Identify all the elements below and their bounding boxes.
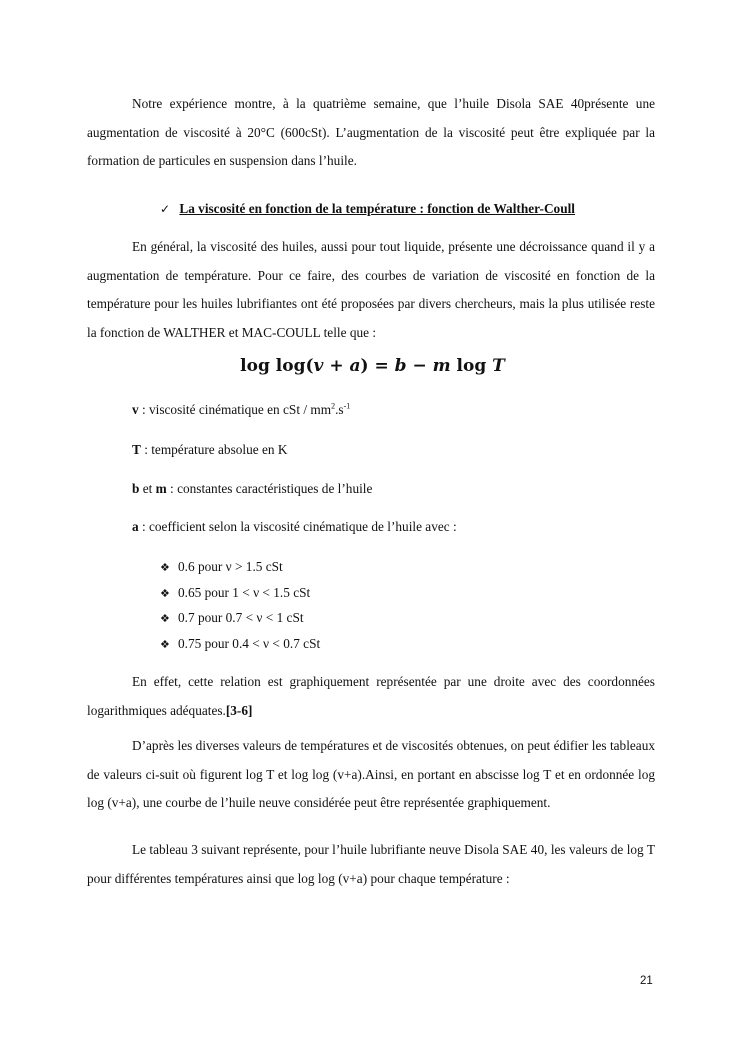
walther-formula: log log(v + a) = b − m log T (240, 356, 505, 376)
section-heading (160, 199, 575, 219)
definition-a: a : coefficient selon la viscosité cinématique de l’huile avec : (132, 519, 457, 534)
diamond-bullet-icon: ❖ (160, 561, 170, 574)
paragraph-viscosity-temperature: En général, la viscosité des huiles, aussi pour tout liquide, présente une décroissance quand il y a augmentation de température. Pour ce faire, des courbes de variation de viscosité en fonction de la température pour les huiles lubrifiantes ont été proposées par divers chercheurs, mais la plus utilisée reste la fonction de WALTHER et MAC-COULL telle que : (87, 239, 655, 340)
list-item: ❖ 0.65 pour 1 < ν < 1.5 cSt (160, 583, 320, 609)
paragraph-relation: En effet, cette relation est graphiquement représentée par une droite avec des coordonnées logarithmiques adéquates.[3-6] (87, 674, 655, 718)
definition-b-m: b et m : constantes caractéristiques de l’huile (132, 481, 373, 496)
definition-T: T : température absolue en K (132, 442, 288, 457)
coefficient-list (160, 557, 320, 659)
diamond-bullet-icon: ❖ (160, 586, 170, 600)
section-heading-text: La viscosité en fonction de la température : fonction de Walther-Coull (179, 201, 575, 216)
page-number: 21 (640, 975, 653, 987)
checkmark-icon: ✓ (160, 202, 171, 216)
list-item: ❖ 0.7 pour 0.7 < ν < 1 cSt (160, 608, 320, 634)
paragraph-intro: Notre expérience montre, à la quatrième semaine, que l’huile Disola SAE 40présente une augmentation de viscosité à 20°C (600cSt). L’augmentation de la viscosité peut être expliquée par la formation de particules en suspension dans l’huile. (87, 96, 655, 168)
definition-v: v : viscosité cinématique en cSt / $mm^2.s^{-1}$ (132, 401, 351, 417)
list-item: ❖ 0.75 pour 0.4 < ν < 0.7 cSt (160, 634, 320, 660)
paragraph-values: D’après les diverses valeurs de températures et de viscosités obtenues, on peut édifier les tableaux de valeurs ci-suit où figurent log T et log log (v+a).Ainsi, en portant en abscisse log T et en ordonnée log log (v+a), une courbe de l’huile neuve considérée peut être représentée graphiquement. (87, 738, 655, 810)
diamond-bullet-icon: ❖ (160, 637, 170, 651)
diamond-bullet-icon: ❖ (160, 612, 170, 625)
list-item: ❖ 0.6 pour ν > 1.5 cSt (160, 557, 320, 583)
paragraph-table-intro: Le tableau 3 suivant représente, pour l’huile lubrifiante neuve Disola SAE 40, les valeurs de log T pour différentes températures ainsi que log log (v+a) pour chaque température : (87, 842, 655, 886)
